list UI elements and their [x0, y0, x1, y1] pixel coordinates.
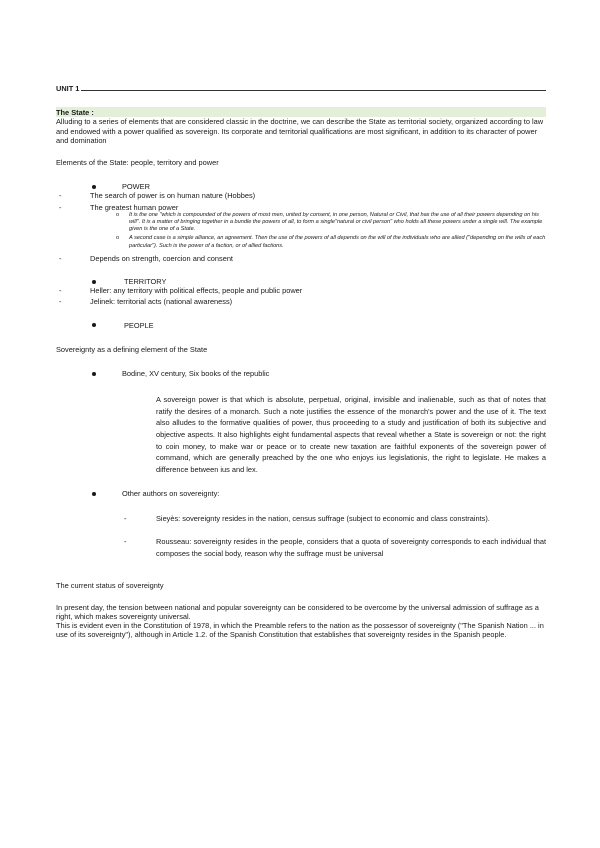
unit-underline	[81, 90, 546, 91]
power-bullet	[56, 182, 546, 191]
state-heading: The State :	[56, 107, 546, 117]
dash-marker: -	[124, 537, 127, 547]
power-item-text: The search of power is on human nature (Hobbes)	[90, 191, 256, 201]
dash-marker: -	[124, 513, 127, 523]
circle-marker: o	[116, 235, 120, 242]
power-item-2	[56, 203, 546, 212]
power-sub-text: It is the one "which is compounded of the powers of most men, united by consent, in one person, Natural or Civil, that has the use of all their powers depending on his will". It is a matter of bringing together in a bundle the powers of all, to form a single"natural or civil person" who holds all these powers under a single will. The example given is the one of a State.	[129, 211, 543, 233]
author-item-sieyes	[56, 513, 546, 525]
people-label: PEOPLE	[124, 320, 154, 330]
intro-paragraph: Alluding to a series of elements that are considered classic in the doctrine, we can describe the State as territorial society, organized according to law and endowed with a power qualified as sovereign. Its corporate and territorial qualifications are most significant, in addition to its character of power and domination	[56, 117, 544, 145]
bodine-bullet	[56, 369, 546, 378]
author-item-rousseau	[56, 536, 546, 559]
elements-heading: Elements of the State: people, territory and power	[56, 158, 219, 168]
power-sub-text: A second case is a simple alliance, an agreement. Then the use of the powers of all depends on the will of the individuals who are allied ("depending on the wills of each particular"). Such is the power of a faction, or of allied factions.	[129, 235, 546, 249]
bullet-dot-icon	[92, 182, 122, 191]
current-paragraph-1: In present day, the tension between national and popular sovereignty can be considered to be overcome by the universal admission of suffrage as a right, which makes sovereignty universal.	[56, 602, 539, 621]
dash-marker: -	[59, 286, 62, 296]
power-item-1	[56, 191, 546, 200]
bullet-dot-icon	[92, 321, 122, 330]
power-sub-item-1	[56, 212, 546, 234]
dash-marker: -	[59, 191, 62, 201]
dash-marker: -	[59, 253, 62, 263]
bodine-paragraph: A sovereign power is that which is absolute, perpetual, original, invisible and inalienable, such as that of notes that ratify the desires of a monarch. Such a note justifies the essence of the monarch's power and the use of it. The text also alludes to the formative qualities of power, thus proceeding to a study and justification of both its subjective and objective aspects. It also highlights eight fundamental aspects that reveal whether a State is sovereign or not: the right to coin money, to make war or peace or to create new taxation are faithful exponents of the sovereign power of command, which are generally preached by the one who enjoys ius legislationis, the right to legislate. He makes a difference between ius and lex.	[156, 395, 546, 474]
page-content	[56, 84, 546, 639]
bullet-dot-icon	[92, 369, 122, 378]
circle-marker: o	[116, 211, 120, 218]
dash-marker: -	[59, 202, 62, 212]
current-paragraph-2: This is evident even in the Constitution of 1978, in which the Preamble refers to the nation as the possessor of sovereignty ("The Spanish Nation ... in use of its sovereignty"), although in Article 1.2. of the Spanish Constitution that establishes that sovereignty resides in the Spanish people.	[56, 621, 544, 640]
bodine-text: Bodine, XV century, Six books of the republic	[122, 369, 270, 379]
power-item-text: The greatest human power	[90, 202, 179, 212]
territory-item-1	[56, 286, 546, 295]
territory-bullet	[56, 277, 546, 286]
author-text: Sieyès: sovereignty resides in the nation, census suffrage (subject to economic and class constraints).	[156, 513, 490, 523]
territory-item-text: Heller: any territory with political effects, people and public power	[90, 286, 303, 296]
territory-item-2	[56, 297, 546, 306]
unit-header	[56, 84, 546, 93]
power-item-3	[56, 254, 546, 263]
people-bullet	[56, 321, 546, 330]
power-item-text: Depends on strength, coercion and consent	[90, 253, 233, 263]
power-label: POWER	[122, 182, 150, 192]
power-sub-item-2	[56, 235, 546, 249]
other-authors-text: Other authors on sovereignty:	[122, 489, 220, 499]
territory-item-text: Jelinek: territorial acts (national awareness)	[90, 297, 233, 307]
territory-label: TERRITORY	[124, 277, 167, 287]
dash-marker: -	[59, 297, 62, 307]
unit-title: UNIT 1	[56, 84, 80, 93]
other-authors-bullet	[56, 489, 546, 498]
sovereignty-heading: Sovereignty as a defining element of the State	[56, 344, 208, 354]
current-status-heading: The current status of sovereignty	[56, 581, 164, 591]
bullet-dot-icon	[92, 489, 122, 498]
author-text: Rousseau: sovereignty resides in the people, considers that a quota of sovereignty corresponds to each individual that composes the social body, reason why the suffrage must be universal	[156, 537, 546, 558]
bullet-dot-icon	[92, 277, 122, 286]
